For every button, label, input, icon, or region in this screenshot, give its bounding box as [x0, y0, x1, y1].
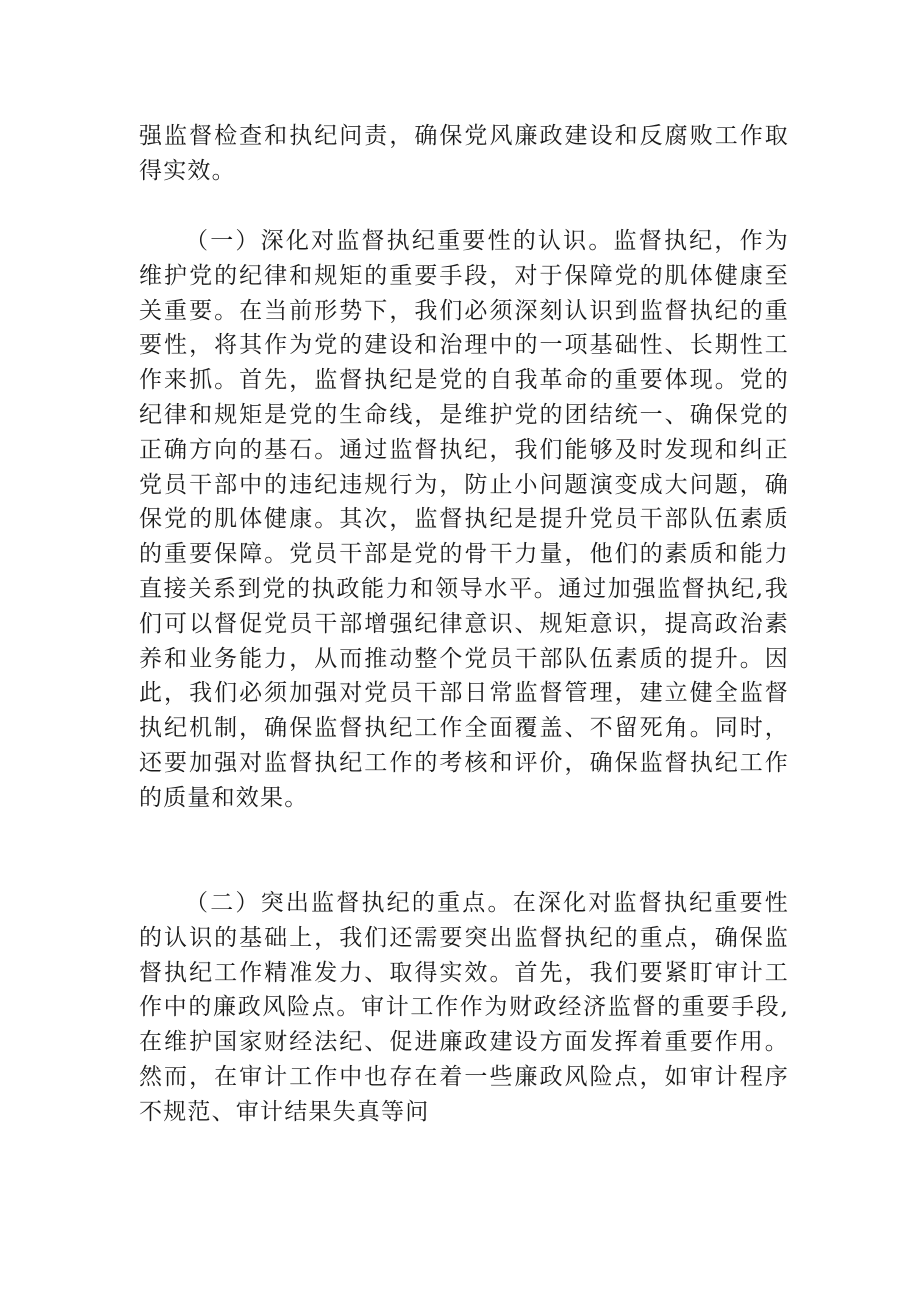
continuation-paragraph: 强监督检查和执纪问责，确保党风廉政建设和反腐败工作取得实效。 — [139, 123, 789, 184]
paragraph-deepen-understanding: （一）深化对监督执纪重要性的认识。监督执纪，作为维护党的纪律和规矩的重要手段，对于保障党的肌体健康至关重要。在当前形势下，我们必须深刻认识到监督执纪的重要性，将其作为党的建设和治理中的一项基础性、长期性工作来抓。首先，监督执纪是党的自我革命的重要体现。党的纪律和规矩是党的生命线，是维护党的团结统一、确保党的正确方向的基石。通过监督执纪，我们能够及时发现和纠正党员干部中的违纪违规行为，防止小问题演变成大问题，确保党的肌体健康。其次，监督执纪是提升党员干部队伍素质的重要保障。党员干部是党的骨干力量，他们的素质和能力直接关系到党的执政能力和领导水平。通过加强监督执纪,我们可以督促党员干部增强纪律意识、规矩意识，提高政治素养和业务能力，从而推动整个党员干部队伍素质的提升。因此，我们必须加强对党员干部日常监督管理，建立健全监督执纪机制，确保监督执纪工作全面覆盖、不留死角。同时，还要加强对监督执纪工作的考核和评价，确保监督执纪工作的质量和效果。 — [139, 228, 789, 811]
paragraph-highlight-focus: （二）突出监督执纪的重点。在深化对监督执纪重要性的认识的基础上，我们还需要突出监督执纪的重点，确保监督执纪工作精准发力、取得实效。首先，我们要紧盯审计工作中的廉政风险点。审计工作作为财政经济监督的重要手段,在维护国家财经法纪、促进廉政建设方面发挥着重要作用。然而，在审计工作中也存在着一些廉政风险点，如审计程序不规范、审计结果失真等问 — [139, 890, 789, 1125]
